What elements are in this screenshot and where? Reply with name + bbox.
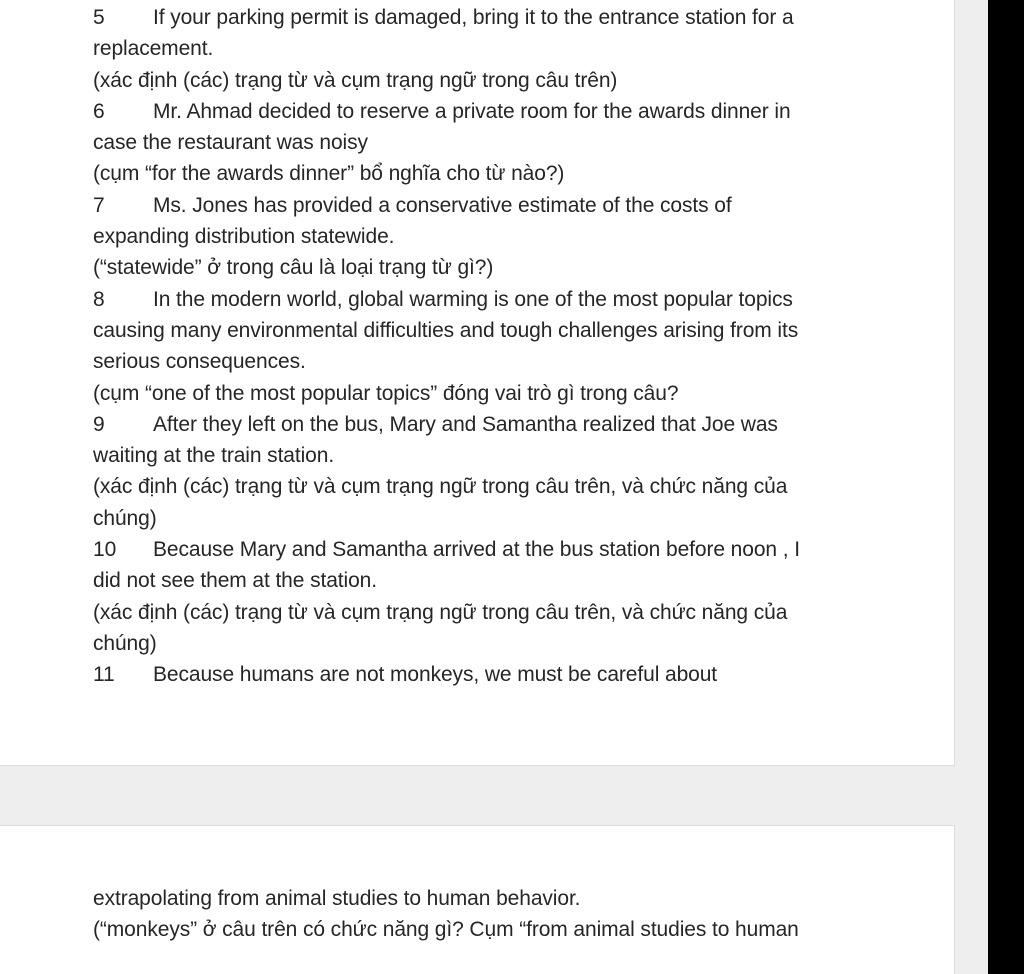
question-sentence: Because Mary and Samantha arrived at the bus station before noon , I bbox=[153, 538, 800, 562]
question-8-prompt: (cụm “one of the most popular topics” đóng vai trò gì trong câu? bbox=[93, 381, 679, 405]
question-11-first-line bbox=[93, 659, 893, 690]
question-7-prompt: (“statewide” ở trong câu là loại trạng từ gì?) bbox=[93, 256, 494, 280]
question-7-sentence-continued: expanding distribution statewide. bbox=[93, 225, 395, 249]
question-9-sentence-continued: waiting at the train station. bbox=[93, 444, 335, 468]
question-11-prompt: (“monkeys” ở câu trên có chức năng gì? Cụm “from animal studies to human bbox=[93, 918, 799, 942]
question-number: 8 bbox=[93, 287, 105, 311]
question-8-sentence-continued: causing many environmental difficulties and tough challenges arising from its bbox=[93, 318, 799, 342]
question-sentence: Ms. Jones has provided a conservative estimate of the costs of bbox=[153, 193, 732, 217]
question-number: 9 bbox=[93, 412, 105, 436]
question-9-prompt: (xác định (các) trạng từ và cụm trạng ngữ trong câu trên, và chức năng của bbox=[93, 475, 788, 499]
question-5-first-line bbox=[93, 2, 893, 33]
question-10-first-line bbox=[93, 534, 893, 565]
question-6-prompt: (cụm “for the awards dinner” bổ nghĩa cho từ nào?) bbox=[93, 162, 565, 186]
question-10-prompt: (xác định (các) trạng từ và cụm trạng ngữ trong câu trên, và chức năng của bbox=[93, 600, 788, 624]
question-sentence: Mr. Ahmad decided to reserve a private room for the awards dinner in bbox=[153, 99, 791, 123]
document-text-bottom bbox=[93, 883, 893, 946]
question-9-prompt-continued: chúng) bbox=[93, 506, 157, 530]
question-number: 6 bbox=[93, 99, 105, 123]
question-sentence: Because humans are not monkeys, we must be careful about bbox=[153, 663, 718, 687]
question-6-first-line bbox=[93, 96, 893, 127]
question-10-sentence-continued: did not see them at the station. bbox=[93, 569, 377, 593]
question-9-first-line bbox=[93, 409, 893, 440]
question-10-prompt-continued: chúng) bbox=[93, 631, 157, 655]
question-6-sentence-continued: case the restaurant was noisy bbox=[93, 131, 368, 155]
question-7-first-line bbox=[93, 190, 893, 221]
question-8-first-line bbox=[93, 284, 893, 315]
window-edge-bar bbox=[988, 0, 1024, 974]
document-page-bottom bbox=[0, 825, 955, 974]
document-text-top bbox=[93, 2, 893, 691]
question-number: 10 bbox=[93, 538, 117, 562]
question-sentence: After they left on the bus, Mary and Samantha realized that Joe was bbox=[153, 412, 778, 436]
question-sentence: If your parking permit is damaged, bring it to the entrance station for a bbox=[153, 6, 794, 29]
question-number: 11 bbox=[93, 663, 115, 687]
question-sentence: In the modern world, global warming is one of the most popular topics bbox=[153, 287, 793, 311]
question-number: 5 bbox=[93, 6, 105, 29]
question-5-prompt: (xác định (các) trạng từ và cụm trạng ngữ trong câu trên) bbox=[93, 68, 618, 92]
question-number: 7 bbox=[93, 193, 105, 217]
question-11-sentence-continued: extrapolating from animal studies to human behavior. bbox=[93, 887, 581, 910]
question-8-sentence-continued: serious consequences. bbox=[93, 350, 306, 374]
question-5-sentence-continued: replacement. bbox=[93, 37, 214, 61]
